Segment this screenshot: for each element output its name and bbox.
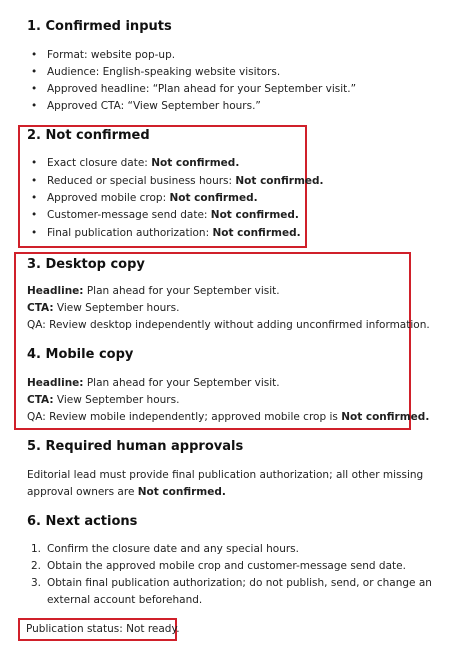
- desktop-qa: QA: Review desktop independently without adding unconfirmed information.: [27, 319, 430, 331]
- list-item: Audience: English-speaking website visitors.: [47, 66, 281, 78]
- section-title-desktop-copy: 3. Desktop copy: [27, 257, 145, 272]
- approvals-text: approval owners are Not confirmed.: [27, 486, 226, 498]
- section-title-next-actions: 6. Next actions: [27, 514, 138, 529]
- list-item: Approved mobile crop: Not confirmed.: [47, 192, 258, 204]
- list-item: Approved CTA: “View September hours.”: [47, 100, 261, 112]
- list-number: 3.: [31, 577, 42, 589]
- mobile-qa: QA: Review mobile independently; approved mobile crop is Not confirmed.: [27, 411, 430, 423]
- list-item: Final publication authorization: Not confirmed.: [47, 227, 301, 239]
- section-title-not-confirmed: 2. Not confirmed: [27, 128, 150, 143]
- bullet-icon: •: [31, 157, 38, 169]
- bullet-icon: •: [31, 192, 38, 204]
- list-number: 2.: [31, 560, 42, 572]
- bullet-icon: •: [31, 49, 38, 61]
- bullet-icon: •: [31, 227, 38, 239]
- bullet-icon: •: [31, 100, 38, 112]
- bullet-icon: •: [31, 66, 38, 78]
- section-title-required-approvals: 5. Required human approvals: [27, 439, 244, 454]
- list-item: Reduced or special business hours: Not confirmed.: [47, 175, 324, 187]
- section-title-mobile-copy: 4. Mobile copy: [27, 347, 134, 362]
- list-number: 1.: [31, 543, 42, 555]
- desktop-headline: Headline: Plan ahead for your September visit.: [27, 285, 280, 297]
- approvals-text: Editorial lead must provide final publication authorization; all other missing: [27, 469, 424, 481]
- list-item: Obtain the approved mobile crop and customer-message send date.: [47, 560, 406, 572]
- list-item-continuation: external account beforehand.: [47, 594, 203, 606]
- list-item: Approved headline: “Plan ahead for your September visit.”: [47, 83, 357, 95]
- list-item: Exact closure date: Not confirmed.: [47, 157, 240, 169]
- bullet-icon: •: [31, 175, 38, 187]
- list-item: Format: website pop-up.: [47, 49, 176, 61]
- list-item: Customer-message send date: Not confirmed.: [47, 209, 299, 221]
- publication-status: Publication status: Not ready.: [26, 623, 180, 635]
- list-item: Confirm the closure date and any special hours.: [47, 543, 299, 555]
- section-title-confirmed-inputs: 1. Confirmed inputs: [27, 19, 172, 34]
- bullet-icon: •: [31, 83, 38, 95]
- mobile-cta: CTA: View September hours.: [27, 394, 180, 406]
- mobile-headline: Headline: Plan ahead for your September visit.: [27, 377, 280, 389]
- list-item: Obtain final publication authorization; do not publish, send, or change an: [47, 577, 432, 589]
- bullet-icon: •: [31, 209, 38, 221]
- desktop-cta: CTA: View September hours.: [27, 302, 180, 314]
